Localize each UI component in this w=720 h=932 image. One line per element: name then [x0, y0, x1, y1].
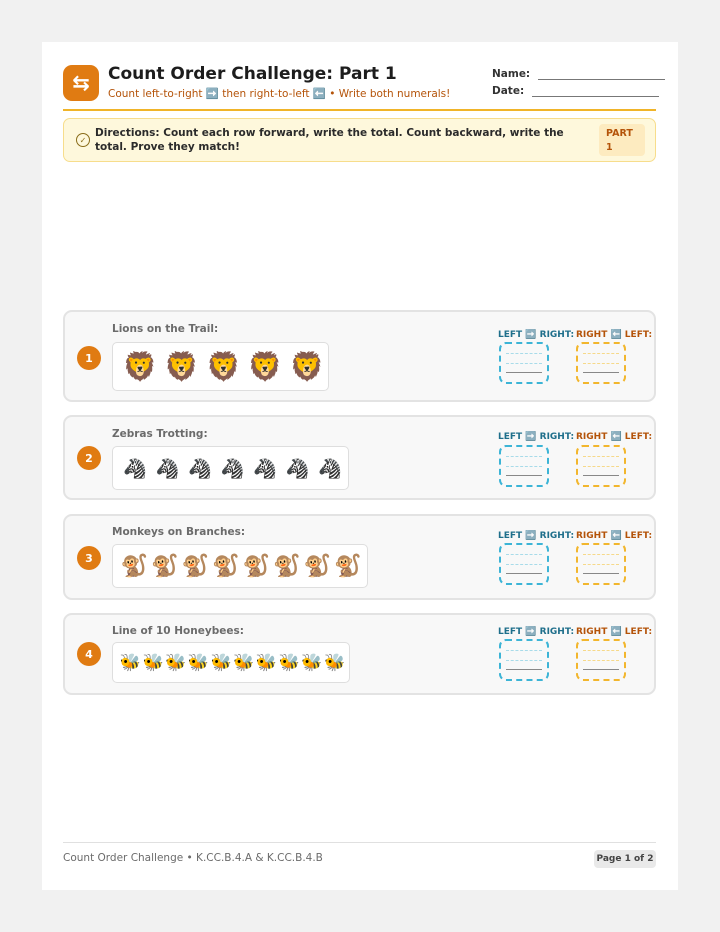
- writing-guide-line: [583, 353, 619, 354]
- lion-face-icon: 🦁: [122, 350, 158, 383]
- writing-guide-line: [506, 554, 542, 555]
- writing-guide-line: [583, 554, 619, 555]
- monkey-icon: 🐒: [334, 553, 362, 579]
- writing-guide-line: [583, 564, 619, 565]
- honeybee-icon: 🐝: [233, 652, 255, 673]
- writing-guide-line: [583, 466, 619, 467]
- writing-baseline: [583, 573, 619, 574]
- right-to-left-answer-box[interactable]: [576, 342, 626, 384]
- name-field[interactable]: [492, 68, 665, 80]
- monkey-icon: 🐒: [212, 553, 240, 579]
- left-to-right-answer-box[interactable]: [499, 639, 549, 681]
- directions-text: Directions: Count each row forward, write the total. Count backward, write the total. Prove they match!: [95, 127, 564, 153]
- writing-guide-line: [506, 650, 542, 651]
- writing-baseline: [506, 573, 542, 574]
- right-to-left-label: RIGHT ⬅️ LEFT:: [576, 432, 653, 442]
- writing-guide-line: [506, 353, 542, 354]
- monkey-icon: 🐒: [120, 553, 148, 579]
- row-number-badge: 4: [77, 642, 101, 666]
- name-label: Name:: [492, 68, 531, 80]
- row-label: Lions on the Trail:: [112, 323, 219, 335]
- writing-guide-line: [506, 363, 542, 364]
- lion-face-icon: 🦁: [289, 350, 325, 383]
- header-divider: [63, 109, 656, 111]
- zebra-icon: 🦓: [155, 457, 180, 480]
- picture-strip: [112, 642, 350, 683]
- honeybee-icon: 🐝: [210, 652, 232, 673]
- left-to-right-label: LEFT ➡️ RIGHT:: [498, 627, 575, 637]
- directions-box: [63, 118, 656, 162]
- left-to-right-answer-box[interactable]: [499, 445, 549, 487]
- check-circle-icon: ✓: [76, 133, 90, 147]
- monkey-icon: 🐒: [273, 553, 301, 579]
- monkey-icon: 🐒: [303, 553, 331, 579]
- counting-row: [63, 514, 656, 600]
- writing-baseline: [583, 475, 619, 476]
- writing-guide-line: [583, 363, 619, 364]
- left-to-right-label: LEFT ➡️ RIGHT:: [498, 531, 575, 541]
- left-to-right-answer-box[interactable]: [499, 342, 549, 384]
- counting-row: [63, 415, 656, 500]
- right-to-left-answer-box[interactable]: [576, 543, 626, 585]
- counting-row: [63, 310, 656, 402]
- zebra-icon: 🦓: [188, 457, 213, 480]
- right-to-left-label: RIGHT ⬅️ LEFT:: [576, 531, 653, 541]
- writing-guide-line: [506, 564, 542, 565]
- right-to-left-label: RIGHT ⬅️ LEFT:: [576, 330, 653, 340]
- writing-guide-line: [506, 660, 542, 661]
- writing-baseline: [583, 372, 619, 373]
- date-field[interactable]: [492, 85, 659, 97]
- monkey-icon: 🐒: [242, 553, 270, 579]
- date-line[interactable]: [532, 87, 659, 97]
- monkey-icon: 🐒: [151, 553, 179, 579]
- lion-face-icon: 🦁: [247, 350, 283, 383]
- honeybee-icon: 🐝: [165, 652, 187, 673]
- lion-face-icon: 🦁: [206, 350, 241, 383]
- date-label: Date:: [492, 85, 525, 97]
- writing-baseline: [506, 669, 542, 670]
- writing-baseline: [583, 669, 619, 670]
- worksheet-page: [42, 42, 678, 890]
- writing-guide-line: [506, 456, 542, 457]
- swap-arrows-icon: ⇆: [63, 65, 99, 101]
- zebra-icon: 🦓: [253, 457, 278, 480]
- row-label: Zebras Trotting:: [112, 428, 208, 440]
- page-number-badge: Page 1 of 2: [594, 850, 656, 868]
- row-label: Line of 10 Honeybees:: [112, 625, 244, 637]
- left-to-right-label: LEFT ➡️ RIGHT:: [498, 432, 575, 442]
- honeybee-icon: 🐝: [142, 652, 164, 673]
- footer-divider: [63, 842, 656, 843]
- counting-row: [63, 613, 656, 695]
- part-badge: [599, 124, 645, 156]
- writing-baseline: [506, 372, 542, 373]
- left-to-right-label: LEFT ➡️ RIGHT:: [498, 330, 575, 340]
- part-label: PART: [606, 128, 633, 139]
- name-line[interactable]: [538, 70, 665, 80]
- page-subtitle: Count left-to-right ➡️ then right-to-left ⬅️ • Write both numerals!: [108, 88, 451, 100]
- picture-strip: [112, 342, 329, 391]
- monkey-icon: 🐒: [181, 553, 209, 579]
- honeybee-icon: 🐝: [301, 652, 323, 673]
- honeybee-icon: 🐝: [119, 652, 141, 673]
- writing-guide-line: [506, 466, 542, 467]
- honeybee-icon: 🐝: [278, 652, 300, 673]
- row-number-badge: 1: [77, 346, 101, 370]
- honeybee-icon: 🐝: [323, 652, 346, 673]
- writing-guide-line: [583, 456, 619, 457]
- worksheet-header: [63, 64, 656, 112]
- row-number-badge: 3: [77, 546, 101, 570]
- honeybee-icon: 🐝: [187, 652, 209, 673]
- right-to-left-label: RIGHT ⬅️ LEFT:: [576, 627, 653, 637]
- writing-baseline: [506, 475, 542, 476]
- right-to-left-answer-box[interactable]: [576, 639, 626, 681]
- zebra-icon: 🦓: [123, 457, 148, 480]
- row-number-badge: 2: [77, 446, 101, 470]
- writing-guide-line: [583, 660, 619, 661]
- row-label: Monkeys on Branches:: [112, 526, 246, 538]
- right-to-left-answer-box[interactable]: [576, 445, 626, 487]
- honeybee-icon: 🐝: [255, 652, 278, 673]
- picture-strip: [112, 446, 349, 490]
- writing-guide-line: [583, 650, 619, 651]
- picture-strip: [112, 544, 368, 588]
- left-to-right-answer-box[interactable]: [499, 543, 549, 585]
- footer-standards: Count Order Challenge • K.CC.B.4.A & K.CC.B.4.B: [63, 852, 323, 864]
- zebra-icon: 🦓: [220, 457, 245, 480]
- lion-face-icon: 🦁: [164, 350, 200, 383]
- zebra-icon: 🦓: [285, 457, 310, 480]
- zebra-icon: 🦓: [318, 457, 343, 480]
- page-title: Count Order Challenge: Part 1: [108, 64, 397, 84]
- part-number: 1: [606, 142, 613, 153]
